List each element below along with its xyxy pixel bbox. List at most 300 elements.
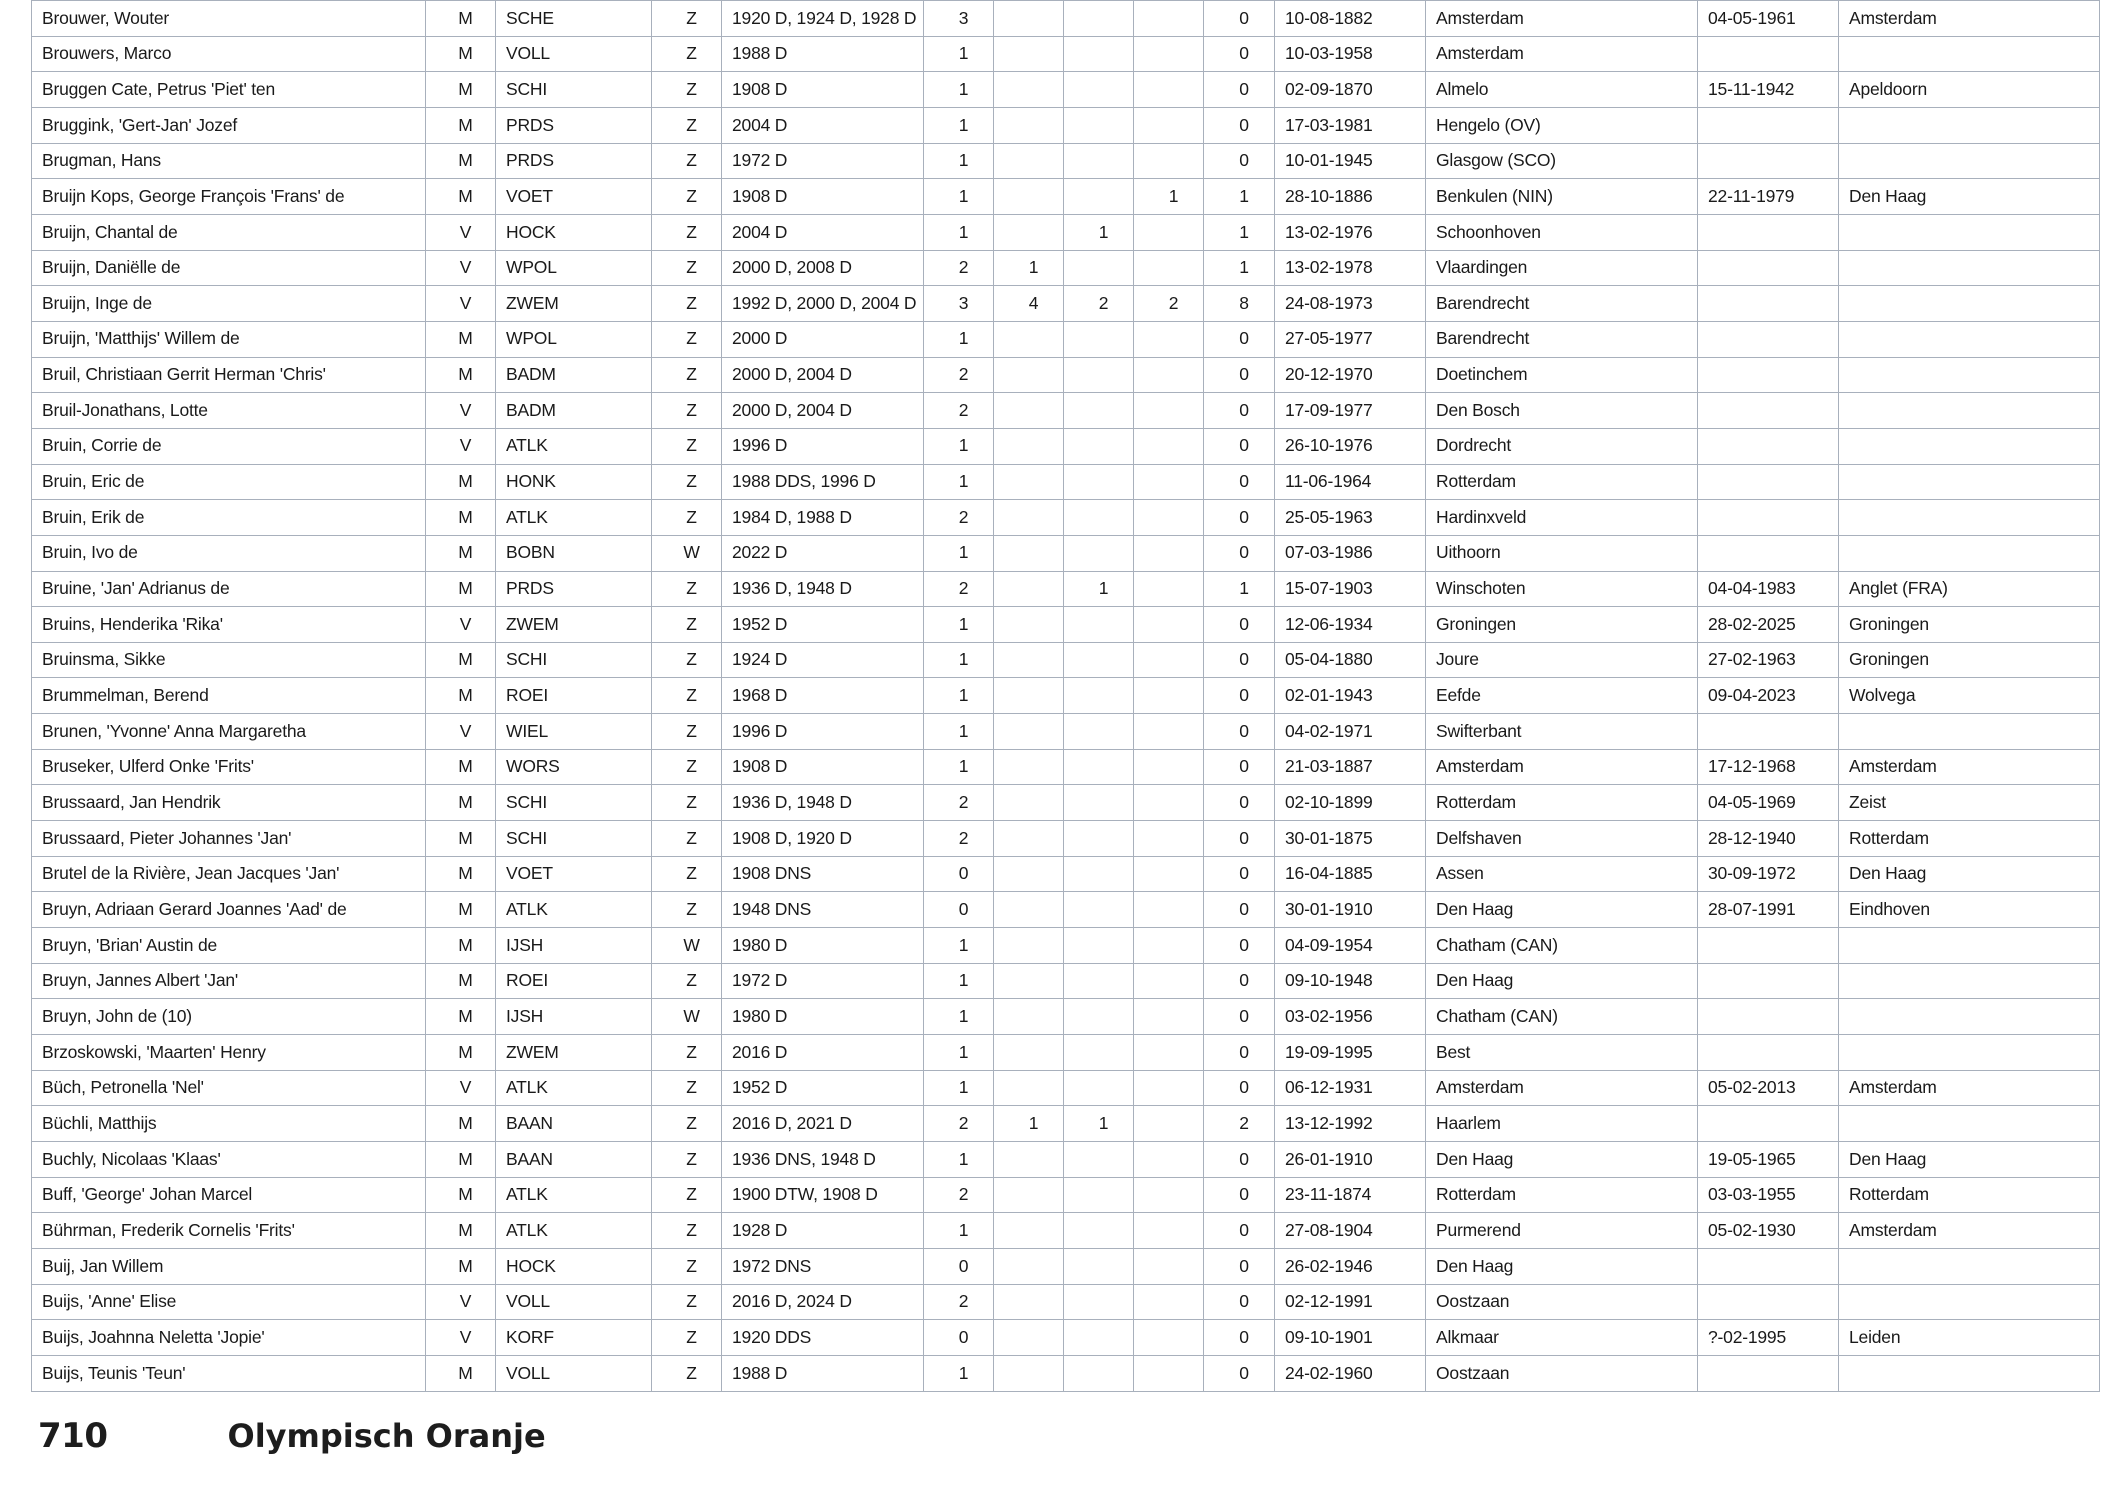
cell-name: Bruyn, Adriaan Gerard Joannes 'Aad' de — [32, 892, 426, 928]
table-row — [32, 821, 2100, 857]
cell-name: Bruseker, Ulferd Onke 'Frits' — [32, 749, 426, 785]
cell-games: 1908 DNS — [722, 856, 924, 892]
cell-season: Z — [652, 749, 722, 785]
cell-death-date: 28-02-2025 — [1698, 607, 1839, 643]
cell-birth-place: Den Bosch — [1426, 393, 1698, 429]
cell-medals-total: 0 — [1204, 1, 1275, 37]
cell-gender: M — [426, 1355, 496, 1391]
cell-death-date — [1698, 1248, 1839, 1284]
cell-gold — [994, 357, 1064, 393]
cell-gender: V — [426, 286, 496, 322]
cell-gold — [994, 36, 1064, 72]
cell-birth-date: 10-03-1958 — [1275, 36, 1426, 72]
cell-gender: M — [426, 928, 496, 964]
cell-death-date: 04-05-1969 — [1698, 785, 1839, 821]
cell-sport: PRDS — [496, 107, 652, 143]
cell-sport: IJSH — [496, 928, 652, 964]
cell-gender: M — [426, 856, 496, 892]
cell-bronze — [1134, 107, 1204, 143]
cell-gold — [994, 1177, 1064, 1213]
cell-death-place — [1839, 286, 2100, 322]
cell-name: Bruijn, Inge de — [32, 286, 426, 322]
cell-death-place: Rotterdam — [1839, 1177, 2100, 1213]
cell-silver — [1064, 1248, 1134, 1284]
cell-gender: V — [426, 393, 496, 429]
cell-death-date — [1698, 214, 1839, 250]
cell-death-place — [1839, 107, 2100, 143]
cell-season: Z — [652, 1248, 722, 1284]
cell-participations: 1 — [924, 464, 994, 500]
cell-season: Z — [652, 1, 722, 37]
cell-games: 2000 D — [722, 321, 924, 357]
cell-games: 2016 D — [722, 1035, 924, 1071]
cell-sport: KORF — [496, 1320, 652, 1356]
cell-death-date: 28-07-1991 — [1698, 892, 1839, 928]
cell-death-place — [1839, 250, 2100, 286]
cell-season: Z — [652, 1284, 722, 1320]
cell-name: Bruin, Corrie de — [32, 428, 426, 464]
cell-birth-place: Oostzaan — [1426, 1355, 1698, 1391]
cell-silver — [1064, 464, 1134, 500]
cell-name: Brussaard, Jan Hendrik — [32, 785, 426, 821]
cell-season: Z — [652, 892, 722, 928]
table-row — [32, 107, 2100, 143]
cell-games: 1908 D — [722, 72, 924, 108]
cell-medals-total: 0 — [1204, 535, 1275, 571]
cell-participations: 1 — [924, 36, 994, 72]
table-row — [32, 1320, 2100, 1356]
cell-death-place — [1839, 928, 2100, 964]
cell-death-place: Amsterdam — [1839, 749, 2100, 785]
cell-death-place: Amsterdam — [1839, 1213, 2100, 1249]
table-row — [32, 464, 2100, 500]
table-row — [32, 250, 2100, 286]
cell-gold — [994, 999, 1064, 1035]
cell-birth-date: 26-02-1946 — [1275, 1248, 1426, 1284]
cell-birth-place: Amsterdam — [1426, 1, 1698, 37]
cell-gold — [994, 856, 1064, 892]
cell-sport: HOCK — [496, 214, 652, 250]
cell-season: W — [652, 999, 722, 1035]
cell-name: Buijs, 'Anne' Elise — [32, 1284, 426, 1320]
cell-sport: ATLK — [496, 428, 652, 464]
cell-gold: 1 — [994, 250, 1064, 286]
cell-sport: SCHI — [496, 642, 652, 678]
cell-bronze — [1134, 1284, 1204, 1320]
cell-medals-total: 0 — [1204, 1177, 1275, 1213]
cell-birth-place: Almelo — [1426, 72, 1698, 108]
cell-birth-date: 21-03-1887 — [1275, 749, 1426, 785]
cell-bronze — [1134, 1248, 1204, 1284]
cell-silver — [1064, 785, 1134, 821]
cell-participations: 1 — [924, 1355, 994, 1391]
cell-medals-total: 0 — [1204, 1035, 1275, 1071]
cell-bronze — [1134, 1106, 1204, 1142]
cell-bronze — [1134, 250, 1204, 286]
cell-season: Z — [652, 571, 722, 607]
cell-silver — [1064, 642, 1134, 678]
cell-birth-place: Rotterdam — [1426, 785, 1698, 821]
cell-medals-total: 0 — [1204, 928, 1275, 964]
cell-sport: BAAN — [496, 1106, 652, 1142]
cell-death-place: Leiden — [1839, 1320, 2100, 1356]
cell-death-date — [1698, 286, 1839, 322]
cell-gold — [994, 143, 1064, 179]
cell-birth-date: 30-01-1875 — [1275, 821, 1426, 857]
cell-participations: 1 — [924, 535, 994, 571]
cell-birth-place: Oostzaan — [1426, 1284, 1698, 1320]
cell-gold — [994, 72, 1064, 108]
cell-games: 2022 D — [722, 535, 924, 571]
cell-season: Z — [652, 72, 722, 108]
cell-sport: PRDS — [496, 143, 652, 179]
cell-death-place: Rotterdam — [1839, 821, 2100, 857]
cell-birth-place: Benkulen (NIN) — [1426, 179, 1698, 215]
cell-gold: 1 — [994, 1106, 1064, 1142]
cell-name: Bruin, Erik de — [32, 500, 426, 536]
cell-silver: 1 — [1064, 214, 1134, 250]
cell-silver — [1064, 821, 1134, 857]
cell-participations: 3 — [924, 1, 994, 37]
cell-bronze — [1134, 1, 1204, 37]
table-row — [32, 714, 2100, 750]
cell-gold — [994, 785, 1064, 821]
cell-games: 2004 D — [722, 107, 924, 143]
cell-birth-date: 04-02-1971 — [1275, 714, 1426, 750]
cell-gold: 4 — [994, 286, 1064, 322]
cell-bronze — [1134, 143, 1204, 179]
cell-silver — [1064, 963, 1134, 999]
cell-medals-total: 0 — [1204, 1213, 1275, 1249]
table-row — [32, 1106, 2100, 1142]
cell-medals-total: 0 — [1204, 1320, 1275, 1356]
cell-birth-date: 12-06-1934 — [1275, 607, 1426, 643]
cell-participations: 1 — [924, 321, 994, 357]
cell-birth-date: 27-08-1904 — [1275, 1213, 1426, 1249]
cell-bronze — [1134, 393, 1204, 429]
cell-gold — [994, 428, 1064, 464]
cell-games: 1908 D, 1920 D — [722, 821, 924, 857]
table-row — [32, 321, 2100, 357]
cell-name: Brugman, Hans — [32, 143, 426, 179]
cell-silver — [1064, 179, 1134, 215]
cell-gold — [994, 928, 1064, 964]
cell-gold — [994, 1070, 1064, 1106]
cell-death-place — [1839, 214, 2100, 250]
cell-name: Bruijn Kops, George François 'Frans' de — [32, 179, 426, 215]
cell-silver — [1064, 143, 1134, 179]
cell-name: Buchly, Nicolaas 'Klaas' — [32, 1142, 426, 1178]
table-row — [32, 1213, 2100, 1249]
cell-death-place: Eindhoven — [1839, 892, 2100, 928]
cell-sport: ATLK — [496, 500, 652, 536]
cell-death-date — [1698, 714, 1839, 750]
cell-bronze — [1134, 428, 1204, 464]
cell-birth-place: Schoonhoven — [1426, 214, 1698, 250]
cell-name: Buff, 'George' Johan Marcel — [32, 1177, 426, 1213]
cell-participations: 1 — [924, 928, 994, 964]
cell-name: Bruil-Jonathans, Lotte — [32, 393, 426, 429]
cell-silver — [1064, 678, 1134, 714]
cell-death-date: 09-04-2023 — [1698, 678, 1839, 714]
cell-death-date: 04-04-1983 — [1698, 571, 1839, 607]
cell-participations: 0 — [924, 892, 994, 928]
cell-gender: M — [426, 1248, 496, 1284]
cell-silver: 2 — [1064, 286, 1134, 322]
cell-gold — [994, 642, 1064, 678]
cell-medals-total: 0 — [1204, 714, 1275, 750]
cell-death-date: 28-12-1940 — [1698, 821, 1839, 857]
cell-birth-date: 10-01-1945 — [1275, 143, 1426, 179]
cell-gold — [994, 321, 1064, 357]
cell-silver — [1064, 393, 1134, 429]
cell-name: Bruyn, 'Brian' Austin de — [32, 928, 426, 964]
cell-death-date — [1698, 428, 1839, 464]
cell-season: Z — [652, 286, 722, 322]
cell-games: 2004 D — [722, 214, 924, 250]
cell-birth-place: Hardinxveld — [1426, 500, 1698, 536]
cell-bronze — [1134, 571, 1204, 607]
cell-sport: BOBN — [496, 535, 652, 571]
cell-gender: V — [426, 714, 496, 750]
cell-bronze — [1134, 1213, 1204, 1249]
cell-death-place: Den Haag — [1839, 1142, 2100, 1178]
cell-birth-date: 02-09-1870 — [1275, 72, 1426, 108]
cell-birth-date: 16-04-1885 — [1275, 856, 1426, 892]
cell-gender: M — [426, 785, 496, 821]
cell-sport: WPOL — [496, 321, 652, 357]
cell-games: 1936 D, 1948 D — [722, 785, 924, 821]
table-row — [32, 143, 2100, 179]
cell-birth-place: Amsterdam — [1426, 1070, 1698, 1106]
cell-season: Z — [652, 1177, 722, 1213]
cell-gender: M — [426, 357, 496, 393]
cell-bronze: 1 — [1134, 179, 1204, 215]
cell-silver: 1 — [1064, 571, 1134, 607]
table-row — [32, 928, 2100, 964]
cell-silver — [1064, 749, 1134, 785]
cell-bronze — [1134, 928, 1204, 964]
cell-death-place — [1839, 321, 2100, 357]
table-row — [32, 963, 2100, 999]
cell-season: Z — [652, 785, 722, 821]
cell-name: Bruijn, 'Matthijs' Willem de — [32, 321, 426, 357]
cell-bronze — [1134, 892, 1204, 928]
cell-silver — [1064, 321, 1134, 357]
cell-sport: HONK — [496, 464, 652, 500]
cell-death-date: 03-03-1955 — [1698, 1177, 1839, 1213]
cell-sport: SCHI — [496, 72, 652, 108]
cell-medals-total: 0 — [1204, 1142, 1275, 1178]
cell-silver — [1064, 1213, 1134, 1249]
cell-gender: M — [426, 678, 496, 714]
cell-games: 1936 DNS, 1948 D — [722, 1142, 924, 1178]
cell-silver: 1 — [1064, 1106, 1134, 1142]
cell-birth-date: 02-10-1899 — [1275, 785, 1426, 821]
cell-games: 2000 D, 2004 D — [722, 393, 924, 429]
cell-birth-date: 13-12-1992 — [1275, 1106, 1426, 1142]
cell-death-place — [1839, 464, 2100, 500]
cell-games: 1972 D — [722, 143, 924, 179]
cell-birth-date: 05-04-1880 — [1275, 642, 1426, 678]
cell-gold — [994, 535, 1064, 571]
cell-bronze — [1134, 464, 1204, 500]
cell-sport: ZWEM — [496, 286, 652, 322]
cell-death-place — [1839, 1284, 2100, 1320]
cell-birth-date: 04-09-1954 — [1275, 928, 1426, 964]
cell-death-date — [1698, 500, 1839, 536]
cell-birth-date: 19-09-1995 — [1275, 1035, 1426, 1071]
cell-sport: WORS — [496, 749, 652, 785]
cell-sport: BADM — [496, 357, 652, 393]
table-row — [32, 785, 2100, 821]
cell-silver — [1064, 1070, 1134, 1106]
cell-games: 1992 D, 2000 D, 2004 D — [722, 286, 924, 322]
cell-silver — [1064, 928, 1134, 964]
cell-medals-total: 1 — [1204, 179, 1275, 215]
cell-participations: 1 — [924, 143, 994, 179]
cell-season: Z — [652, 1355, 722, 1391]
cell-birth-place: Chatham (CAN) — [1426, 999, 1698, 1035]
cell-silver — [1064, 500, 1134, 536]
cell-season: Z — [652, 642, 722, 678]
cell-silver — [1064, 1142, 1134, 1178]
cell-medals-total: 0 — [1204, 785, 1275, 821]
cell-death-place — [1839, 1106, 2100, 1142]
cell-birth-place: Den Haag — [1426, 963, 1698, 999]
cell-bronze — [1134, 1320, 1204, 1356]
cell-silver — [1064, 892, 1134, 928]
cell-gender: V — [426, 214, 496, 250]
cell-participations: 1 — [924, 214, 994, 250]
cell-gold — [994, 1355, 1064, 1391]
cell-medals-total: 0 — [1204, 36, 1275, 72]
table-row — [32, 357, 2100, 393]
cell-birth-place: Den Haag — [1426, 1142, 1698, 1178]
cell-gender: M — [426, 72, 496, 108]
cell-birth-place: Doetinchem — [1426, 357, 1698, 393]
cell-death-date — [1698, 143, 1839, 179]
cell-name: Bruin, Ivo de — [32, 535, 426, 571]
cell-birth-date: 27-05-1977 — [1275, 321, 1426, 357]
cell-season: Z — [652, 143, 722, 179]
cell-gender: M — [426, 892, 496, 928]
cell-gold — [994, 1284, 1064, 1320]
cell-games: 2000 D, 2004 D — [722, 357, 924, 393]
cell-gender: M — [426, 321, 496, 357]
cell-birth-place: Den Haag — [1426, 1248, 1698, 1284]
cell-gender: M — [426, 36, 496, 72]
cell-death-place — [1839, 963, 2100, 999]
cell-participations: 2 — [924, 357, 994, 393]
cell-death-date: 15-11-1942 — [1698, 72, 1839, 108]
table-row — [32, 72, 2100, 108]
cell-medals-total: 0 — [1204, 500, 1275, 536]
cell-medals-total: 0 — [1204, 357, 1275, 393]
cell-gold — [994, 571, 1064, 607]
cell-season: W — [652, 535, 722, 571]
cell-participations: 2 — [924, 500, 994, 536]
cell-games: 1996 D — [722, 428, 924, 464]
cell-birth-date: 17-03-1981 — [1275, 107, 1426, 143]
cell-participations: 1 — [924, 642, 994, 678]
cell-silver — [1064, 856, 1134, 892]
cell-gender: V — [426, 428, 496, 464]
cell-birth-place: Groningen — [1426, 607, 1698, 643]
cell-season: Z — [652, 1320, 722, 1356]
cell-birth-date: 17-09-1977 — [1275, 393, 1426, 429]
table-row — [32, 36, 2100, 72]
cell-death-place: Anglet (FRA) — [1839, 571, 2100, 607]
cell-sport: ROEI — [496, 963, 652, 999]
cell-participations: 0 — [924, 1320, 994, 1356]
cell-death-place: Groningen — [1839, 642, 2100, 678]
cell-season: Z — [652, 714, 722, 750]
cell-name: Bruil, Christiaan Gerrit Herman 'Chris' — [32, 357, 426, 393]
table-row — [32, 535, 2100, 571]
cell-participations: 1 — [924, 428, 994, 464]
cell-death-date — [1698, 928, 1839, 964]
cell-bronze — [1134, 607, 1204, 643]
cell-sport: SCHI — [496, 821, 652, 857]
cell-death-place — [1839, 1035, 2100, 1071]
cell-medals-total: 0 — [1204, 428, 1275, 464]
cell-participations: 1 — [924, 1070, 994, 1106]
cell-gender: V — [426, 1320, 496, 1356]
cell-birth-place: Glasgow (SCO) — [1426, 143, 1698, 179]
cell-bronze — [1134, 357, 1204, 393]
cell-name: Bruijn, Daniëlle de — [32, 250, 426, 286]
cell-name: Brouwers, Marco — [32, 36, 426, 72]
cell-bronze — [1134, 1142, 1204, 1178]
cell-gender: M — [426, 1035, 496, 1071]
table-row — [32, 1070, 2100, 1106]
cell-death-date: 30-09-1972 — [1698, 856, 1839, 892]
cell-sport: ATLK — [496, 1070, 652, 1106]
cell-death-date — [1698, 36, 1839, 72]
cell-gender: M — [426, 1, 496, 37]
cell-games: 1948 DNS — [722, 892, 924, 928]
cell-medals-total: 0 — [1204, 607, 1275, 643]
table-row — [32, 1284, 2100, 1320]
cell-season: Z — [652, 1213, 722, 1249]
cell-death-date — [1698, 963, 1839, 999]
cell-games: 1988 D — [722, 1355, 924, 1391]
cell-games: 1988 DDS, 1996 D — [722, 464, 924, 500]
cell-gender: M — [426, 500, 496, 536]
cell-birth-date: 26-01-1910 — [1275, 1142, 1426, 1178]
cell-season: Z — [652, 321, 722, 357]
cell-name: Büch, Petronella 'Nel' — [32, 1070, 426, 1106]
cell-gender: M — [426, 1177, 496, 1213]
cell-death-place — [1839, 999, 2100, 1035]
cell-gold — [994, 607, 1064, 643]
cell-sport: ATLK — [496, 892, 652, 928]
cell-death-place — [1839, 535, 2100, 571]
cell-season: Z — [652, 428, 722, 464]
cell-death-date: 27-02-1963 — [1698, 642, 1839, 678]
cell-death-date: ?-02-1995 — [1698, 1320, 1839, 1356]
cell-participations: 2 — [924, 785, 994, 821]
cell-medals-total: 1 — [1204, 250, 1275, 286]
cell-season: Z — [652, 856, 722, 892]
cell-sport: BADM — [496, 393, 652, 429]
cell-death-date — [1698, 1035, 1839, 1071]
cell-birth-place: Dordrecht — [1426, 428, 1698, 464]
cell-sport: WPOL — [496, 250, 652, 286]
cell-birth-date: 26-10-1976 — [1275, 428, 1426, 464]
cell-death-place — [1839, 1248, 2100, 1284]
